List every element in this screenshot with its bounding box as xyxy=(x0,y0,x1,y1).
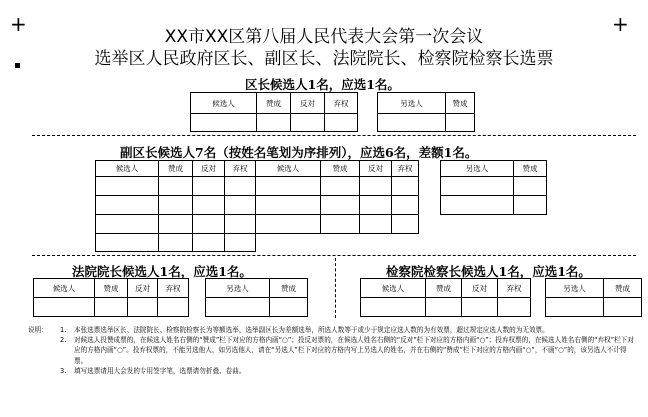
vote-cell[interactable] xyxy=(225,234,256,252)
column-header: 赞成 xyxy=(321,161,360,177)
column-header: 候选人 xyxy=(361,279,426,298)
column-header: 另选人 xyxy=(206,279,270,298)
column-header: 赞成 xyxy=(604,279,642,298)
vote-cell[interactable] xyxy=(225,177,256,196)
deputy-head-candidate-table-left xyxy=(95,160,256,252)
column-header: 赞成 xyxy=(95,279,128,298)
column-header: 另选人 xyxy=(441,161,514,177)
column-header: 赞成 xyxy=(446,93,475,114)
vote-cell[interactable] xyxy=(392,196,419,215)
crop-mark-top-left: + xyxy=(10,12,27,36)
vote-cell[interactable] xyxy=(462,298,498,317)
deputy-head-write-in-table xyxy=(440,160,547,215)
column-header: 弃权 xyxy=(498,279,531,298)
note-number: 3. xyxy=(60,366,67,375)
district-head-heading: 区长候选人1名，应选1名。 xyxy=(245,77,400,92)
note-number: 1. xyxy=(60,326,67,334)
procuratorate-candidate-table xyxy=(360,278,531,317)
write-in-name-cell[interactable] xyxy=(441,196,514,215)
write-in-name-cell[interactable] xyxy=(546,298,604,317)
vote-cell[interactable] xyxy=(291,114,325,132)
vote-cell[interactable] xyxy=(325,114,358,132)
deputy-head-candidate-table-right xyxy=(255,160,419,234)
court-heading: 法院院长候选人1名，应选1名。 xyxy=(72,264,252,279)
note-text: 填写选票请用大会发的专用签字笔，选票请勿折叠、卷曲。 xyxy=(74,366,246,375)
vote-cell[interactable] xyxy=(392,215,419,234)
vote-cell[interactable] xyxy=(514,196,547,215)
candidate-name-cell xyxy=(191,114,257,132)
candidate-name-cell xyxy=(96,196,159,215)
column-header: 赞成 xyxy=(257,93,291,114)
vote-cell[interactable] xyxy=(360,177,392,196)
vote-cell[interactable] xyxy=(225,196,256,215)
court-candidate-table xyxy=(33,278,189,317)
vote-cell[interactable] xyxy=(392,177,419,196)
crop-mark-top-right: + xyxy=(612,12,629,36)
instructions xyxy=(28,325,638,376)
column-header: 反对 xyxy=(291,93,325,114)
column-header: 反对 xyxy=(193,161,225,177)
vote-cell[interactable] xyxy=(321,177,360,196)
write-in-name-cell[interactable] xyxy=(441,177,514,196)
candidate-name-cell xyxy=(256,177,321,196)
separator xyxy=(32,255,636,256)
note-text: 本张选票选举区长、法院院长、检察院检察长为等额选举，选举副区长为差额选举，所选人数等于或少于规定应选人数的为有效票，超过规定应选人数的为无效票。 xyxy=(74,326,549,334)
vote-cell[interactable] xyxy=(270,298,308,317)
note-number: 2. xyxy=(60,336,67,345)
district-head-write-in-table xyxy=(377,92,475,132)
instructions-label: 说明： xyxy=(28,326,48,334)
column-header: 候选人 xyxy=(191,93,257,114)
vote-cell[interactable] xyxy=(225,215,256,234)
column-header: 弃权 xyxy=(325,93,358,114)
vote-cell[interactable] xyxy=(446,114,475,132)
column-header: 反对 xyxy=(128,279,158,298)
vote-cell[interactable] xyxy=(360,196,392,215)
vote-cell[interactable] xyxy=(95,298,128,317)
procuratorate-write-in-table xyxy=(545,278,642,317)
candidate-name-cell xyxy=(361,298,426,317)
vote-cell[interactable] xyxy=(193,177,225,196)
vote-cell[interactable] xyxy=(128,298,158,317)
candidate-name-cell xyxy=(96,177,159,196)
write-in-name-cell[interactable] xyxy=(378,114,446,132)
vote-cell[interactable] xyxy=(604,298,642,317)
column-header: 反对 xyxy=(462,279,498,298)
column-header: 弃权 xyxy=(225,161,256,177)
candidate-name-cell xyxy=(256,196,321,215)
vote-cell[interactable] xyxy=(321,196,360,215)
vote-cell[interactable] xyxy=(159,196,193,215)
candidate-name-cell xyxy=(34,298,95,317)
vote-cell[interactable] xyxy=(159,177,193,196)
vote-cell[interactable] xyxy=(360,215,392,234)
column-header: 弃权 xyxy=(392,161,419,177)
deputy-head-heading: 副区长候选人7名（按姓名笔划为序排列），应选6名，差额1名。 xyxy=(120,145,478,160)
column-header: 赞成 xyxy=(514,161,547,177)
column-header: 赞成 xyxy=(159,161,193,177)
candidate-name-cell xyxy=(96,215,159,234)
vote-cell[interactable] xyxy=(257,114,291,132)
court-write-in-table xyxy=(205,278,308,317)
vote-cell[interactable] xyxy=(498,298,531,317)
column-header: 另选人 xyxy=(378,93,446,114)
vote-cell[interactable] xyxy=(193,215,225,234)
write-in-name-cell[interactable] xyxy=(206,298,270,317)
column-header: 赞成 xyxy=(270,279,308,298)
vote-cell[interactable] xyxy=(514,177,547,196)
vote-cell[interactable] xyxy=(193,196,225,215)
separator xyxy=(32,135,636,136)
candidate-name-cell xyxy=(96,234,159,252)
candidate-name-cell xyxy=(256,215,321,234)
vote-cell[interactable] xyxy=(321,215,360,234)
vertical-separator xyxy=(335,258,336,318)
column-header: 赞成 xyxy=(426,279,462,298)
vote-cell[interactable] xyxy=(426,298,462,317)
column-header: 候选人 xyxy=(96,161,159,177)
vote-cell[interactable] xyxy=(193,234,225,252)
note-text: 对候选人投赞成票的，在候选人姓名右侧的“赞成”栏下对应的方格内画“○”；投反对票的，在候选人姓名右侧的“反对”栏下对应的方格内画“○”；投弃权票的，在候选人姓名右侧的“弃权”栏下对应的方格内画“○”。投弃权票的，不能另选他人，如另选他人，请在“另选人”栏下对应的方格内写上另选人的姓名，并在右侧的“赞成”栏下对应的方格内画“○”，不画“○”的，该另选人不计得票。 xyxy=(74,336,634,365)
vote-cell[interactable] xyxy=(158,298,189,317)
column-header: 候选人 xyxy=(256,161,321,177)
procuratorate-heading: 检察院检察长候选人1名，应选1名。 xyxy=(386,264,591,279)
vote-cell[interactable] xyxy=(159,234,193,252)
vote-cell[interactable] xyxy=(159,215,193,234)
ballot-title: XX市XX区第八届人民代表大会第一次会议 xyxy=(164,27,484,47)
ballot-subtitle: 选举区人民政府区长、副区长、法院院长、检察院检察长选票 xyxy=(94,49,554,69)
district-head-candidate-table xyxy=(190,92,358,132)
column-header: 另选人 xyxy=(546,279,604,298)
column-header: 反对 xyxy=(360,161,392,177)
column-header: 候选人 xyxy=(34,279,95,298)
column-header: 弃权 xyxy=(158,279,189,298)
